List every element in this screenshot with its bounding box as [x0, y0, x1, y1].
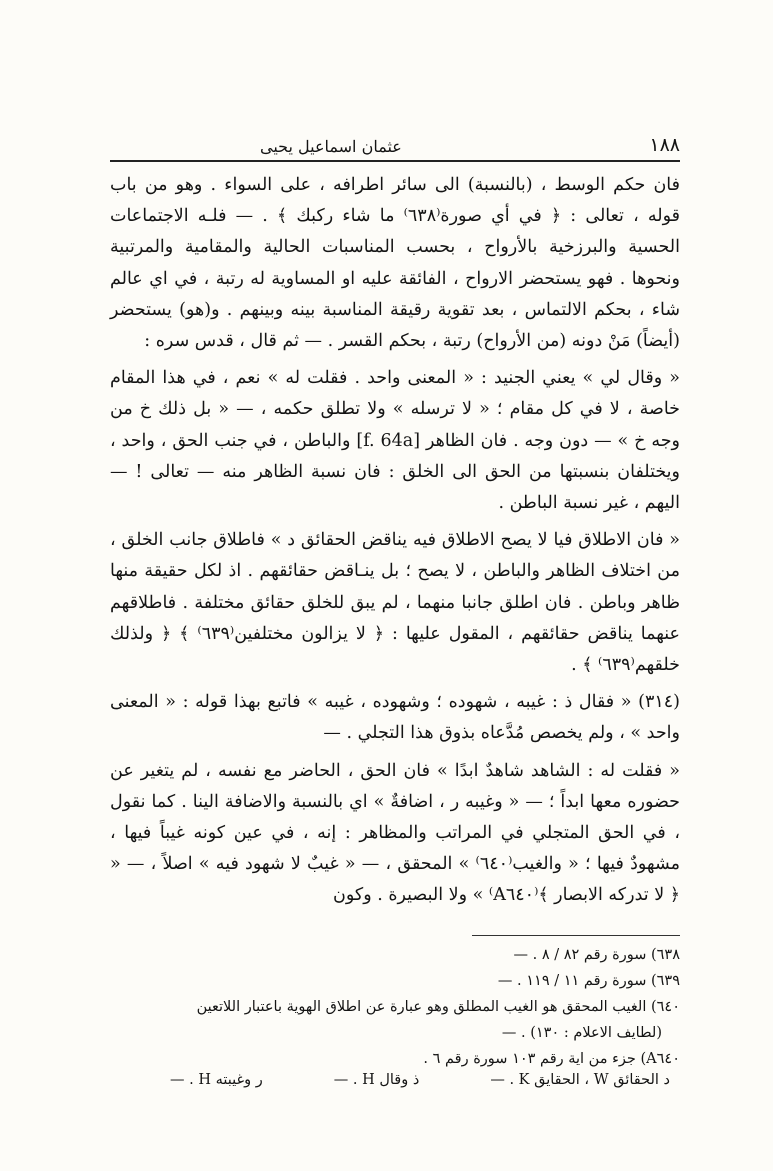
page-header — [110, 122, 680, 156]
main-text — [110, 170, 680, 912]
footnote-continuation: (لطايف الاعلام : ١٣٠) . — — [501, 1025, 662, 1041]
header-rule — [110, 160, 680, 162]
footnote-rule — [472, 935, 680, 936]
paragraph: فان حكم الوسط ، (بالنسبة) الى سائر اطرافه ، على السواء . وهو من باب قوله ، تعالى : ﴿ في أي صورة⁽٦٣٨⁾ ما شاء ركبك ﴾ . — فلـه الاجتماعات الحسية والبرزخية بالأرواح ، بحسب المناسبات الحالية والمقامية والمرتبية ونحوها . فهو يستحضر الارواح ، الفائقة عليه او المساوية له رتبة ، في اي عالم شاء ، بحكم الالتماس ، بعد تقوية رقيقة المناسبة بينه وبينهم . و(هو) يستحضر (أيضاً) مَنْ دونه (من الأرواح) رتبة ، بحكم القسر . — ثم قال ، قدس سره : — [110, 175, 681, 352]
running-title: عثمان اسماعيل يحيى — [260, 137, 402, 156]
paragraph: (٣١٤) « فقال ذ : غيبه ، شهوده ؛ وشهوده ، غيبه » فاتبع بهذا قوله : « المعنى واحد » ، ولم يخصص مُدَّعاه بذوق هذا التجلي . — — [110, 692, 680, 744]
critical-apparatus — [170, 1072, 670, 1088]
footnote: A٦٤٠) جزء من اية رقم ١٠٣ سورة رقم ٦ . — [423, 1051, 680, 1067]
paragraph: « وقال لي » يعني الجنيد : « المعنى واحد . فقلت له » نعم ، في هذا المقام خاصة ، لا في كل مقام ؛ « لا ترسله » ولا تطلق حكمه ، — « بل ذلك خ من وجه خ » — دون وجه . فان الظاهر [f. 64a] والباطن ، في جنب الحق ، واحد ، ويختلفان بنسبتها من الحق الى الخلق : فان نسبة الظاهر منه — تعالى ! — اليهم ، غير نسبة الباطن . — [110, 368, 680, 514]
apparatus-entry: ر وغيبته H . — — [170, 1072, 263, 1088]
paragraph: « فقلت له : الشاهد شاهدٌ ابدًا » فان الحق ، الحاضر مع نفسه ، لم يتغير عن حضوره معها ابداً ؛ — « وغيبه ر ، اضافةٌ » اي بالنسبة والاضافة الينا . كما نقول ، في الحق المتجلي في المراتب والمظاهر : إنه ، في عين كونه غيباً فيها ، مشهودٌ فيها ؛ « والغيب⁽٦٤٠⁾ » المحقق ، — « غيبٌ لا شهود فيه » اصلاً ، — « ﴿ لا تدركه الابصار ﴾⁽A٦٤٠⁾ » ولا البصيرة . وكون — [110, 760, 680, 906]
footnote: ٦٣٨) سورة رقم ٨٢ / ٨ . — — [513, 947, 680, 963]
page-number: ١٨٨ — [649, 134, 680, 156]
footnote: ٦٣٩) سورة رقم ١١ / ١١٩ . — — [497, 973, 680, 989]
apparatus-entry: ذ وقال H . — — [333, 1072, 420, 1088]
paragraph: « فان الاطلاق فيا لا يصح الاطلاق فيه يناقض الحقائق د » فاطلاق جانب الخلق ، من اختلاف الظاهر والباطن ، لا يصح ؛ بل ينـاقض حقائقهم . اذ لكل حقيقة منها ظاهر وباطن . فان اطلق جانبا منهما ، لم يبق للخلق حقائق مختلفة . فاطلاقهم عنهما يناقض حقائقهم ، المقول عليها : ﴿ لا يزالون مختلفين⁽٦٣٩⁾ ﴾ ﴿ ولذلك خلقهم⁽٦٣٩⁾ ﴾ . — [110, 530, 680, 676]
footnote: ٦٤٠) الغيب المحقق هو الغيب المطلق وهو عبارة عن اطلاق الهوية باعتبار اللاتعين — [196, 999, 680, 1015]
apparatus-entry: د الحقائق W ، الحقايق K . — — [490, 1072, 670, 1088]
footnotes — [110, 942, 680, 1072]
